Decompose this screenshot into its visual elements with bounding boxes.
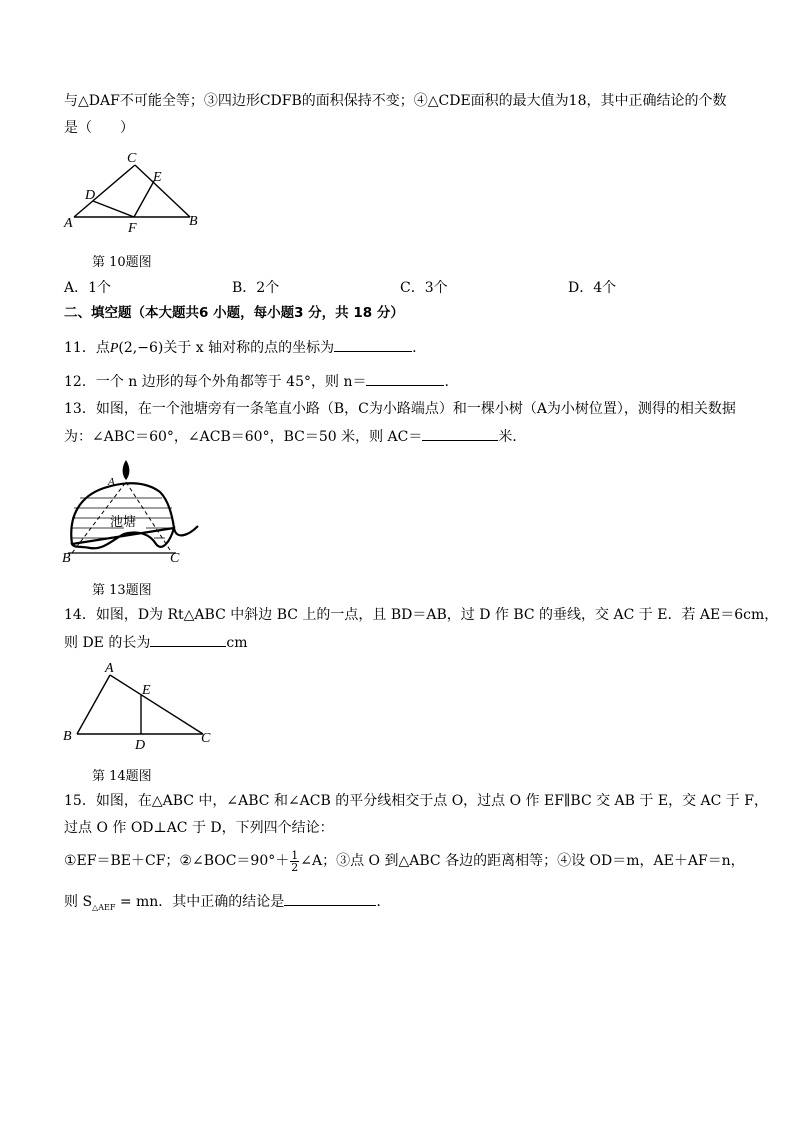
q10-text-line2: 是（ ）: [64, 120, 134, 136]
q14-label-b: B: [63, 729, 72, 744]
q14-text-line1: 14．如图，D为 Rt△ABC 中斜边 BC 上的一点，且 BD＝AB，过 D 作 BC 的垂线，交 AC 于 E．若 AE＝6cm，: [64, 607, 779, 623]
q14-figure: [60, 660, 215, 752]
q10-label-e: E: [153, 170, 162, 185]
q13-answer-blank[interactable]: [422, 426, 498, 441]
q13-label-a: A: [108, 476, 115, 488]
q15-text-line3a: ①EF＝BE＋CF；②∠BOC＝90°＋: [64, 853, 290, 869]
q12-line: [64, 371, 449, 392]
q15-text-line4a: 则 S: [64, 894, 93, 910]
q11-prefix: 11．点: [64, 340, 110, 356]
q15-frac-den: 2: [291, 860, 299, 874]
q10-option-d: D．4个: [568, 280, 617, 296]
q14-answer-blank[interactable]: [150, 632, 226, 647]
q15-subscript: △AEF: [92, 903, 116, 912]
q10-label-c: C: [127, 151, 137, 166]
q15-text-line2: 过点 O 作 OD⊥AC 于 D，下列四个结论：: [64, 820, 334, 836]
q10-label-f: F: [128, 221, 137, 236]
q13-caption: 第 13题图: [92, 583, 152, 598]
tree-icon: [123, 460, 130, 480]
q15-line3: [64, 848, 745, 874]
q10-option-b: B．2个: [232, 280, 280, 296]
q12-answer-blank[interactable]: [366, 371, 444, 386]
q10-label-a: A: [64, 216, 73, 231]
q13-pond-label: 池塘: [110, 515, 137, 530]
q14-line2: [64, 632, 247, 653]
q10-label-d: D: [85, 188, 96, 203]
q15-text-line3b: ∠A；③点 O 到△ABC 各边的距离相等；④设 OD＝m，AE＋AF＝n，: [300, 853, 745, 869]
q12-text: 12．一个 n 边形的每个外角都等于 45°，则 n＝: [64, 374, 367, 390]
q15-fraction: [290, 850, 299, 873]
q10-option-a: A．1个: [64, 280, 112, 296]
q15-frac-num: 1: [291, 848, 299, 862]
q10-option-c: C．3个: [400, 280, 448, 296]
q13-end: 米．: [498, 429, 527, 445]
q13-label-b: B: [62, 551, 71, 566]
q10-caption: 第 10题图: [92, 255, 152, 270]
q11-answer-blank[interactable]: [334, 337, 412, 352]
q14-label-e: E: [142, 683, 151, 698]
q15-answer-blank[interactable]: [284, 891, 376, 906]
q14-end: cm: [226, 635, 248, 651]
q14-label-c: C: [201, 731, 211, 746]
q15-end: .: [376, 894, 381, 910]
q12-end: .: [444, 374, 449, 390]
q11-end: .: [412, 340, 417, 356]
q14-caption: 第 14题图: [92, 769, 152, 784]
q14-text-line2: 则 DE 的长为: [64, 635, 151, 651]
q14-label-a: A: [105, 661, 114, 676]
q10-figure: [60, 148, 210, 236]
q11-point: P: [109, 341, 119, 356]
q14-label-d: D: [135, 738, 146, 752]
section-heading: 二、填空题（本大题共6 小题，每小题3 分，共 18 分）: [64, 305, 404, 321]
q15-text-line1: 15．如图，在△ABC 中，∠ABC 和∠ACB 的平分线相交于点 O，过点 O 作 EF∥BC 交 AB 于 E，交 AC 于 F，: [64, 793, 768, 809]
q13-text-line2: 为：∠ABC＝60°，∠ACB＝60°，BC＝50 米，则 AC＝: [64, 429, 423, 445]
q11-suffix: 关于 x 轴对称的点的坐标为: [163, 340, 335, 356]
q13-line2: [64, 426, 526, 447]
q10-label-b: B: [189, 214, 198, 229]
q13-label-c: C: [170, 551, 180, 566]
q15-line4: [64, 891, 381, 914]
q13-figure: [60, 456, 205, 568]
q11-coords: (2,−6): [118, 340, 164, 356]
q13-text-line1: 13．如图，在一个池塘旁有一条笔直小路（B，C为小路端点）和一棵小树（A为小树位置），测得的相关数据: [64, 401, 736, 417]
q15-text-line4b: = mn．其中正确的结论是: [115, 894, 285, 910]
q10-text-line1: 与△DAF不可能全等；③四边形CDFB的面积保持不变；④△CDE面积的最大值为18，其中正确结论的个数: [64, 93, 727, 109]
q11-line: [64, 337, 417, 359]
